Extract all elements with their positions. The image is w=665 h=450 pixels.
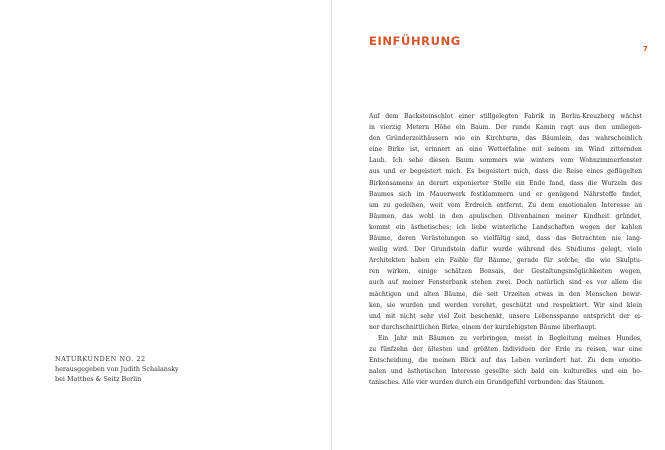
text-line: Bäumen, das wohl in den apulischen Olivenhainen meiner Kindheit gründet, <box>369 212 642 220</box>
text-line: ken, sie wurden und werden verehrt, geschützt und respektiert. Wir sind klein <box>369 301 642 309</box>
text-line: ren wirken, einige schätzen Bonsais, der Gestaltungsmöglichkeiten wegen, <box>369 268 642 276</box>
text-line: Baumes sich im Mauerwerk festklammern und er genügend Nährstoffe findet, <box>369 190 642 198</box>
page-number: 7 <box>643 45 648 53</box>
text-line: und mit nicht sehr viel Zeit beschenkt, unsere Lebensspanne entspricht der ei- <box>369 312 642 320</box>
text-line: Birkensamens an derart exponierter Stelle ein Ende fand, dass die Wurzeln des <box>369 179 642 187</box>
text-line: weilig wird. Der Grundstein dafür wurde während des Studiums gelegt, viele <box>369 246 642 254</box>
text-line: Ein Jahr mit Bäumen zu verbringen, meist in Begleitung meines Hundes, <box>378 334 642 342</box>
text-line: nalen und ästhetischen Interesse gesellte sich bald ein kulturelles und ein bo- <box>369 368 642 376</box>
text-line: Bäume, deren Verästelungen so vielfältig sind, dass das Betrachten nie lang- <box>369 235 642 243</box>
text-line: ner durchschnittlichen Birke, einem der kurzlebigsten Bäume überhaupt. <box>369 323 597 331</box>
series-title: NATURKUNDEN NO. 22 <box>55 355 146 363</box>
body-text <box>369 111 642 388</box>
right-page <box>332 0 665 450</box>
editor-line: herausgegeben von Judith Schalansky <box>55 365 179 373</box>
text-line: Laub. Ich sehe diesen Baum sommers wie winters vom Wohnzimmerfenster <box>369 157 642 165</box>
text-line: zu fünfzehn der ältesten und größten Individuen der Erde zu reisen, war eine <box>369 345 642 353</box>
text-line: auch auf meiner Fensterbank stehen zwei. Doch natürlich sind es vor allem die <box>369 279 642 287</box>
text-line: eine Birke ist, erinnert an eine Wetterfahne mit seinem im Wind zitternden <box>369 146 642 154</box>
chapter-title: EINFÜHRUNG <box>369 34 461 48</box>
text-line: mächtigen und alten Bäume, die seit Urzeiten etwas in den Menschen bewir- <box>369 290 642 298</box>
publisher-line: bei Matthes & Seitz Berlin <box>55 375 142 383</box>
left-page <box>0 0 331 450</box>
text-line: den Gründerzeithäusern wie ein Kirchturm, das Bäumlein, das wahrscheinlich <box>369 135 642 143</box>
imprint <box>55 354 285 384</box>
text-line: um zu gedeihen, weit vom Erdreich entfernt. Zu dem emotionalen Interesse an <box>369 201 642 209</box>
text-line: Architekten haben ein Faible für Bäume, gerade für solche, die wie Skulptu- <box>369 257 642 265</box>
text-line: Auf dem Backsteinschlot einer stillgelegten Fabrik in Berlin-Kreuzberg wächst <box>369 113 642 120</box>
text-line: kommt ein ästhetisches; ich liebe winterliche Landschaften wegen der kahlen <box>369 223 642 231</box>
text-line: in vierzig Metern Höhe ein Baum. Der runde Kamin ragt aus den umliegen- <box>369 124 642 132</box>
text-line: tanisches. Alle vier wurden durch ein Grundgefühl verbunden: das Staunen. <box>369 379 605 387</box>
text-line: Entscheidung, die meinen Blick auf das Leben verändert hat. Zu dem emotio- <box>369 357 642 365</box>
text-line: aus und er begeistert mich. Es begeistert mich, dass die Reise eines geflügelten <box>369 168 642 176</box>
